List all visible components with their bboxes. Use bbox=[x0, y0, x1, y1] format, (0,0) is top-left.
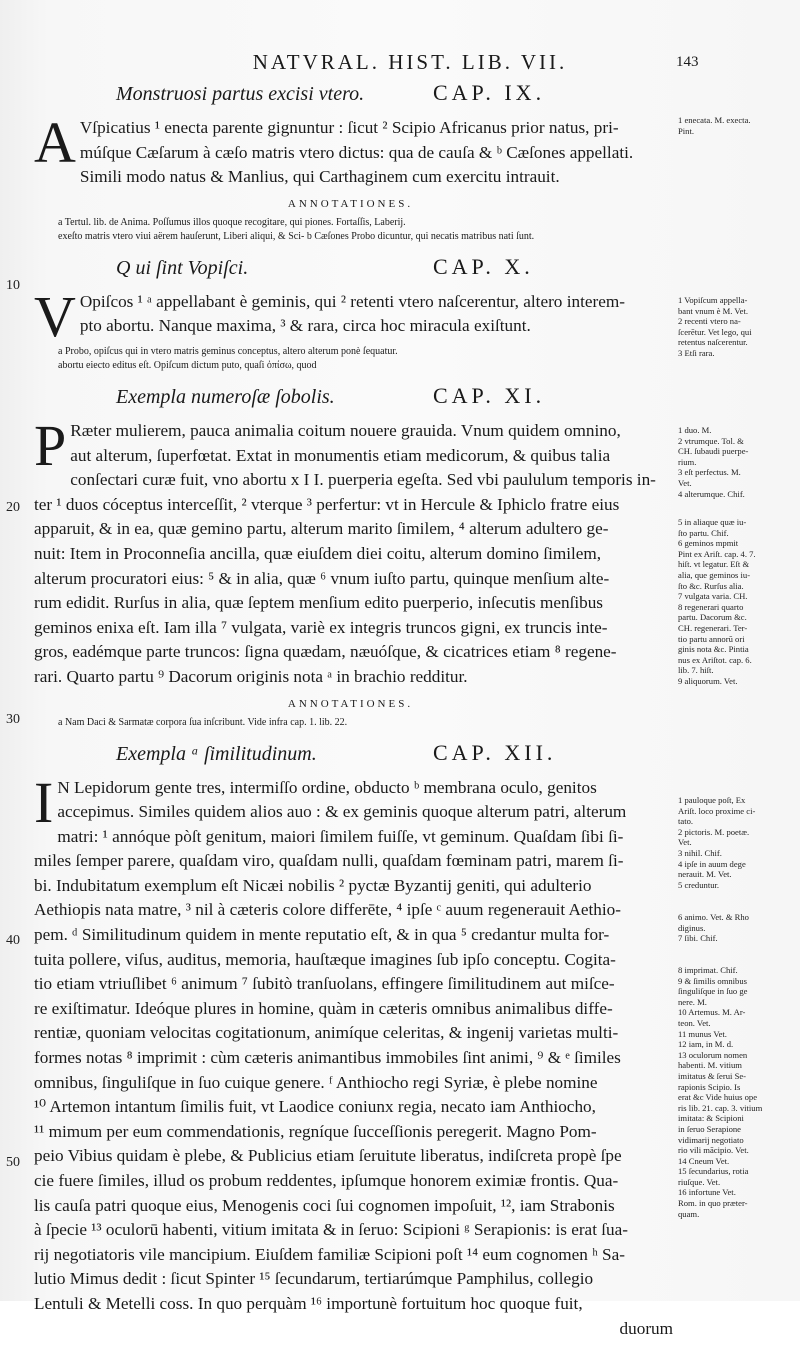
sidenote-group bbox=[678, 115, 793, 136]
sidenote-line: alia, que geminos iu- bbox=[678, 569, 751, 580]
sidenote-line: ſto partu. Chif. bbox=[678, 527, 729, 538]
sidenote-line: Vet. bbox=[678, 477, 692, 488]
drop-cap: V bbox=[34, 283, 76, 349]
text-line: Simili modo natus & Manlius, qui Carthaginem cum exercitu intrauit. bbox=[79, 167, 560, 187]
chapter-text bbox=[28, 110, 673, 190]
text-line: ¹⁰ Artemon intantum ſimilis fuit, vt Laodice coniunx regia, necato iam Anthiocho, bbox=[34, 1097, 596, 1117]
text-line: re exiſtimatur. Ideóque plures in homine, quàm in cæteris omnibus animalibus diffe- bbox=[34, 998, 613, 1018]
sidenote-line: riuſque. Vet. bbox=[678, 1176, 721, 1187]
chapter-10 bbox=[28, 254, 673, 373]
chapter-heading bbox=[116, 383, 673, 409]
sidenote-line: 1 pauloque poſt, Ex bbox=[678, 795, 746, 805]
sidenote-line: rapionis Scipio. Is bbox=[678, 1081, 741, 1092]
text-line: nuit: Item in Proconneſia ancilla, quæ eiuſdem diei coitu, alterum domino ſimilem, bbox=[34, 543, 602, 563]
line-number: 20 bbox=[6, 500, 20, 515]
text-line: Lentuli & Metelli coss. In quo perquàm ¹⁶ importunè fortuitum hoc quoque fuit, bbox=[34, 1293, 583, 1313]
sidenote-line: 4 ipſe in auum dege bbox=[678, 858, 746, 869]
line-number: 50 bbox=[6, 1155, 20, 1170]
sidenote-line: 16 infortune Vet. bbox=[678, 1187, 736, 1198]
chapter-text bbox=[28, 769, 673, 1342]
chapter-title: Exempla ᵃ ſimilitudinum. bbox=[116, 742, 317, 765]
sidenote-group bbox=[678, 517, 793, 687]
chapter-number: CAP. XII. bbox=[433, 739, 557, 765]
chapter-number: CAP. IX. bbox=[433, 80, 546, 105]
text-line: omnibus, ſinguliſque in ſuo cuique genere. ᶠ Anthiocho regi Syriæ, è plebe nomine bbox=[34, 1072, 598, 1092]
annotations bbox=[28, 345, 673, 373]
text-line: à ſpecie ¹³ oculorū habenti, vitium imitata & in ſeruo: Scipioni ᵍ Serapionis: is erat ſua- bbox=[34, 1220, 628, 1240]
text-line: matri: ¹ annóque pòſt genitum, maiori ſimilem fuiſſe, vt geminum. Quaſdam ſibi ſi- bbox=[57, 826, 624, 846]
chapter-text bbox=[28, 283, 673, 349]
sidenote-line: nus ex Ariſtot. cap. 6. bbox=[678, 654, 752, 665]
chapter-number: CAP. X. bbox=[433, 253, 534, 279]
text-line: ter ¹ duos cóceptus interceſſit, ² vterque ³ perfertur: vt in Hercule & Iphiclo fratre eius bbox=[34, 494, 620, 514]
sidenote-line: 5 creduntur. bbox=[678, 879, 720, 890]
text-line: Ræter mulierem, pauca animalia coitum nouere grauida. Vnum quidem omnino, bbox=[70, 420, 621, 440]
sidenote-line: Pint. bbox=[678, 125, 694, 136]
sidenote-line: 10 Artemus. M. Ar- bbox=[678, 1007, 746, 1018]
sidenote-line: 13 oculorum nomen bbox=[678, 1049, 748, 1060]
sidenote-line: imitata: & Scipioni bbox=[678, 1113, 744, 1124]
text-line: ¹¹ mimum per eum commendationis, regníque ſucceſſionis peregerit. Magno Pom- bbox=[34, 1121, 597, 1141]
sidenote-line: Rom. in quo præter- bbox=[678, 1198, 748, 1209]
sidenote-group bbox=[678, 912, 793, 944]
sidenote-line: 9 aliquorum. Vet. bbox=[678, 675, 738, 686]
sidenote-line: Ariſt. loco proxime ci- bbox=[678, 805, 756, 816]
sidenote-line: 15 ſecundarius, rotia bbox=[678, 1166, 749, 1177]
sidenote-line: retentus naſcerentur. bbox=[678, 337, 748, 348]
text-line: pem. ᵈ Similitudinum quidem in mente reputatio eſt, & in qua ⁵ credantur multa for- bbox=[34, 925, 610, 945]
sidenote-line: 7 vulgata varia. CH. bbox=[678, 591, 748, 602]
annotations bbox=[28, 216, 673, 244]
annotation-line: a Probo, opiſcus qui in vtero matris geminus conceptus, altero alterum ponè ſequatur. bbox=[58, 345, 398, 357]
text-line: geminos enixa eſt. Iam illa ⁷ vulgata, variè ex integris truncos gigni, ex truncis inte- bbox=[34, 617, 608, 637]
sidenote-line: erat &c Vide huius ope bbox=[678, 1092, 758, 1103]
sidenote-line: ſinguliſque in ſuo ge bbox=[678, 986, 748, 997]
chapter-title: Q ui ſint Vopiſci. bbox=[116, 256, 249, 279]
sidenote-line: teon. Vet. bbox=[678, 1017, 711, 1028]
sidenote-line: ris lib. 21. cap. 3. vitium bbox=[678, 1102, 763, 1113]
text-line: N Lepidorum gente tres, intermiſſo ordine, obducto ᵇ membrana oculo, genitos bbox=[57, 777, 597, 797]
sidenote-line: quam. bbox=[678, 1208, 700, 1219]
sidenote-line: 8 regenerari quarto bbox=[678, 601, 744, 612]
chapter-11 bbox=[28, 383, 673, 730]
text-line: apparuit, & in ea, quæ gemino partu, alterum marito ſimilem, ⁴ alterum adultero ge- bbox=[34, 519, 609, 539]
sidenote-line: 5 in aliaque quæ iu- bbox=[678, 517, 747, 527]
sidenote-line: 1 enecata. M. execta. bbox=[678, 115, 751, 125]
sidenote-line: 7 ſibi. Chif. bbox=[678, 933, 718, 944]
text-line: rentiæ, quoniam velocitas cogitationum, animíque celeritas, & ingenij varietas multi- bbox=[34, 1023, 619, 1043]
sidenote-line: rio vili mācipio. Vet. bbox=[678, 1145, 749, 1156]
text-line: peio Vibius quidam è plebe, & Publicius etiam ſeruitute liberatus, indiſcreta propè ſpe bbox=[34, 1146, 622, 1166]
line-number: 10 bbox=[6, 278, 20, 293]
text-line: aut alterum, ſuperfœtat. Extat in monumentis etiam medicorum, & quibus talia bbox=[70, 445, 611, 465]
text-line: rij negotiatoris vile mancipium. Eiuſdem familiæ Scipioni poſt ¹⁴ eum cognomen ʰ Sa- bbox=[34, 1244, 625, 1264]
sidenote-line: 3 nihil. Chif. bbox=[678, 847, 722, 858]
sidenote-line: 14 Cneum Vet. bbox=[678, 1155, 730, 1166]
drop-cap: I bbox=[34, 769, 54, 835]
sidenote-line: 2 vtrumque. Tol. & bbox=[678, 435, 744, 446]
sidenote-line: 4 alterumque. Chif. bbox=[678, 488, 745, 499]
sidenote-line: 2 pictoris. M. poetæ. bbox=[678, 826, 750, 837]
sidenote-line: 2 recenti vtero na- bbox=[678, 316, 741, 327]
drop-cap: A bbox=[34, 110, 76, 175]
text-line: rari. Quarto partu ⁹ Dacorum originis nota ᵃ in brachio redditur. bbox=[34, 666, 468, 686]
annotations-heading: ANNOTATIONES. bbox=[287, 697, 414, 710]
sidenote-line: ſcerētur. Vet lego, qui bbox=[678, 326, 752, 337]
sidenote-line: ſto &c. Rurſus alia. bbox=[678, 580, 744, 591]
sidenote-line: 1 Vopiſcum appella- bbox=[678, 295, 748, 305]
text-line: Aethiopis nata matre, ³ nil à cæteris colore differēte, ⁴ ipſe ᶜ auum regenerauit Aethio- bbox=[34, 900, 621, 920]
sidenote-line: CH. ſubaudi puerpe- bbox=[678, 446, 749, 457]
page-number: 143 bbox=[676, 54, 699, 70]
sidenote-line: habenti. M. vitium bbox=[678, 1060, 742, 1071]
annotation-line: a Tertul. lib. de Anima. Poſſumus illos quoque recogitare, qui piones. Fortaſſis, Laberij. bbox=[58, 216, 406, 228]
sidenote-line: 1 duo. M. bbox=[678, 425, 712, 435]
text-line: alterum procuratori eius: ⁵ & in alia, quæ ⁶ vnum iuſto partu, quinque menſium alte- bbox=[34, 568, 610, 588]
annotation-line: abortu eiecto editus eſt. Opiſcum dictum puto, quaſi ὀπίσω, quod bbox=[58, 359, 317, 371]
text-line: tuita pollere, viſus, auditus, memoria, hauſtæque imagines ſub ipſo conceptu. Cogita- bbox=[34, 949, 616, 969]
sidenote-line: 6 animo. Vet. & Rho bbox=[678, 912, 749, 922]
text-line: cie fuere ſimiles, illud os probum reddentes, ipſumque honorem eximiæ frontis. Qua- bbox=[34, 1171, 619, 1190]
sidenote-line: nerauit. M. Vet. bbox=[678, 869, 732, 880]
text-line: rum edidit. Rurſus in alia, quæ ſeptem menſium edito puerperio, inſecutis menſibus bbox=[34, 593, 604, 613]
sidenote-line: 3 eſt perfectus. M. bbox=[678, 467, 741, 478]
text-line: lis cauſa patri quoque eius, Menogenis coci ſui cognomen impoſuit, ¹², iam Strabonis bbox=[34, 1195, 615, 1215]
line-number: 30 bbox=[6, 712, 20, 727]
text-line: múſque Cæſarum à cæſo matris vtero dictus: qua de cauſa & ᵇ Cæſones appellati. bbox=[79, 142, 634, 162]
chapter-heading bbox=[116, 740, 673, 766]
chapter-title: Monstruosi partus excisi vtero. bbox=[116, 83, 365, 105]
sidenote-line: 12 iam, in M. d. bbox=[678, 1039, 734, 1050]
sidenote-line: partu. Dacorum &c. bbox=[678, 612, 747, 623]
text-line: Opiſcos ¹ ᵃ appellabant è geminis, qui ² retenti vtero naſcerentur, altero interem- bbox=[79, 291, 625, 311]
sidenote-line: hiſt. vt legatur. Eſt & bbox=[678, 559, 750, 570]
sidenote-line: lib. 7. hiſt. bbox=[678, 665, 714, 676]
sidenote-group bbox=[678, 795, 793, 890]
chapter-text bbox=[28, 412, 673, 690]
text-line: gros, eadémque parte truncos: ſigna quædam, næuóſque, & cicatrices etiam ⁸ regene- bbox=[34, 642, 617, 662]
text-line: formes notas ⁸ imprimit : cùm cæteris animantibus immobiles ſint animi, ⁹ & ᵉ ſimiles bbox=[34, 1048, 621, 1068]
chapter-title: Exempla numeroſæ ſobolis. bbox=[116, 385, 335, 408]
chapter-9 bbox=[28, 80, 673, 244]
chapter-heading bbox=[116, 80, 673, 106]
sidenote-line: ginis nota &c. Pintia bbox=[678, 644, 749, 655]
sidenote-line: 8 imprimat. Chif. bbox=[678, 965, 738, 975]
chapter-number: CAP. XI. bbox=[433, 382, 546, 408]
sidenote-line: 3 Etſi rara. bbox=[678, 347, 715, 358]
sidenote-group bbox=[678, 295, 793, 359]
sidenote-line: bant vnum è M. Vet. bbox=[678, 305, 749, 316]
annotation-line: exeſto matris vtero viui aërem hauſerunt, Liberi aliqui, & Sci- b Cæſones Probo dicuntur, qui necatis matribus nati ſunt. bbox=[58, 230, 535, 242]
sidenote-line: 11 munus Vet. bbox=[678, 1028, 727, 1039]
text-line: tio etiam vtriuſlibet ⁶ animum ⁷ ſubitò tranſuolans, effingere ſimilitudinem aut miſce- bbox=[34, 974, 615, 994]
annotation-line: a Nam Daci & Sarmatæ corpora ſua inſcribunt. Vide infra cap. 1. lib. 22. bbox=[58, 716, 348, 728]
running-head: NATVRAL. HIST. LIB. VII. bbox=[252, 50, 568, 74]
sidenote-line: CH. regenerari. Ter- bbox=[678, 622, 748, 633]
text-line: conſectari curæ fuit, vno abortu x I I. puerperia egeſta. Sed vbi paululum temporis in- bbox=[70, 470, 656, 490]
sidenote-line: tio partu annorū ori bbox=[678, 633, 745, 644]
annotations bbox=[28, 716, 673, 730]
chapter-heading bbox=[116, 254, 673, 280]
text-line: lutio Mimus dedit : ſicut Spinter ¹⁵ ſecundarum, tertiarúmque Pamphilus, collegio bbox=[34, 1269, 594, 1289]
line-number: 40 bbox=[6, 933, 20, 948]
main-text bbox=[28, 78, 673, 1345]
sidenote-group bbox=[678, 425, 793, 499]
annotations-heading: ANNOTATIONES. bbox=[287, 197, 414, 210]
sidenote-line: vidimarij negotiato bbox=[678, 1134, 744, 1145]
sidenote-line: imitatus & ſerui Se- bbox=[678, 1070, 747, 1081]
text-line: pto abortu. Nanque maxima, ³ & rara, circa hoc miracula exiſtunt. bbox=[79, 316, 531, 336]
text-line: accepimus. Similes quidem alios auo : & ex geminis quoque alterum patri, alterum bbox=[57, 802, 627, 822]
sidenote-line: nere. M. bbox=[678, 996, 707, 1007]
sidenote-line: Pint ex Ariſt. cap. 4. 7. bbox=[678, 548, 756, 559]
sidenote-line: 9 & ſimilis omnibus bbox=[678, 975, 747, 986]
sidenote-line: tato. bbox=[678, 816, 694, 827]
sidenote-line: 6 geminos mpmit bbox=[678, 538, 739, 549]
text-line: miles ſemper parere, quaſdam viro, quaſdam nulli, quaſdam fœminam patri, marem ſi- bbox=[34, 851, 624, 871]
chapter-12 bbox=[28, 740, 673, 1342]
sidenote-line: Vet. bbox=[678, 837, 692, 848]
sidenote-line: rium. bbox=[678, 456, 697, 467]
text-line: Vſpicatius ¹ enecta parente gignuntur : ſicut ² Scipio Africanus prior natus, pri- bbox=[79, 118, 619, 137]
sidenote-group bbox=[678, 965, 793, 1219]
text-line: bi. Indubitatum exemplum eſt Nicæi nobilis ² pyctæ Byzantij geniti, qui adulterio bbox=[34, 875, 592, 895]
sidenote-line: diginus. bbox=[678, 922, 706, 933]
drop-cap: P bbox=[34, 412, 67, 478]
sidenote-line: in ſeruo Serapione bbox=[678, 1123, 742, 1134]
catchword: duorum bbox=[619, 1318, 673, 1338]
